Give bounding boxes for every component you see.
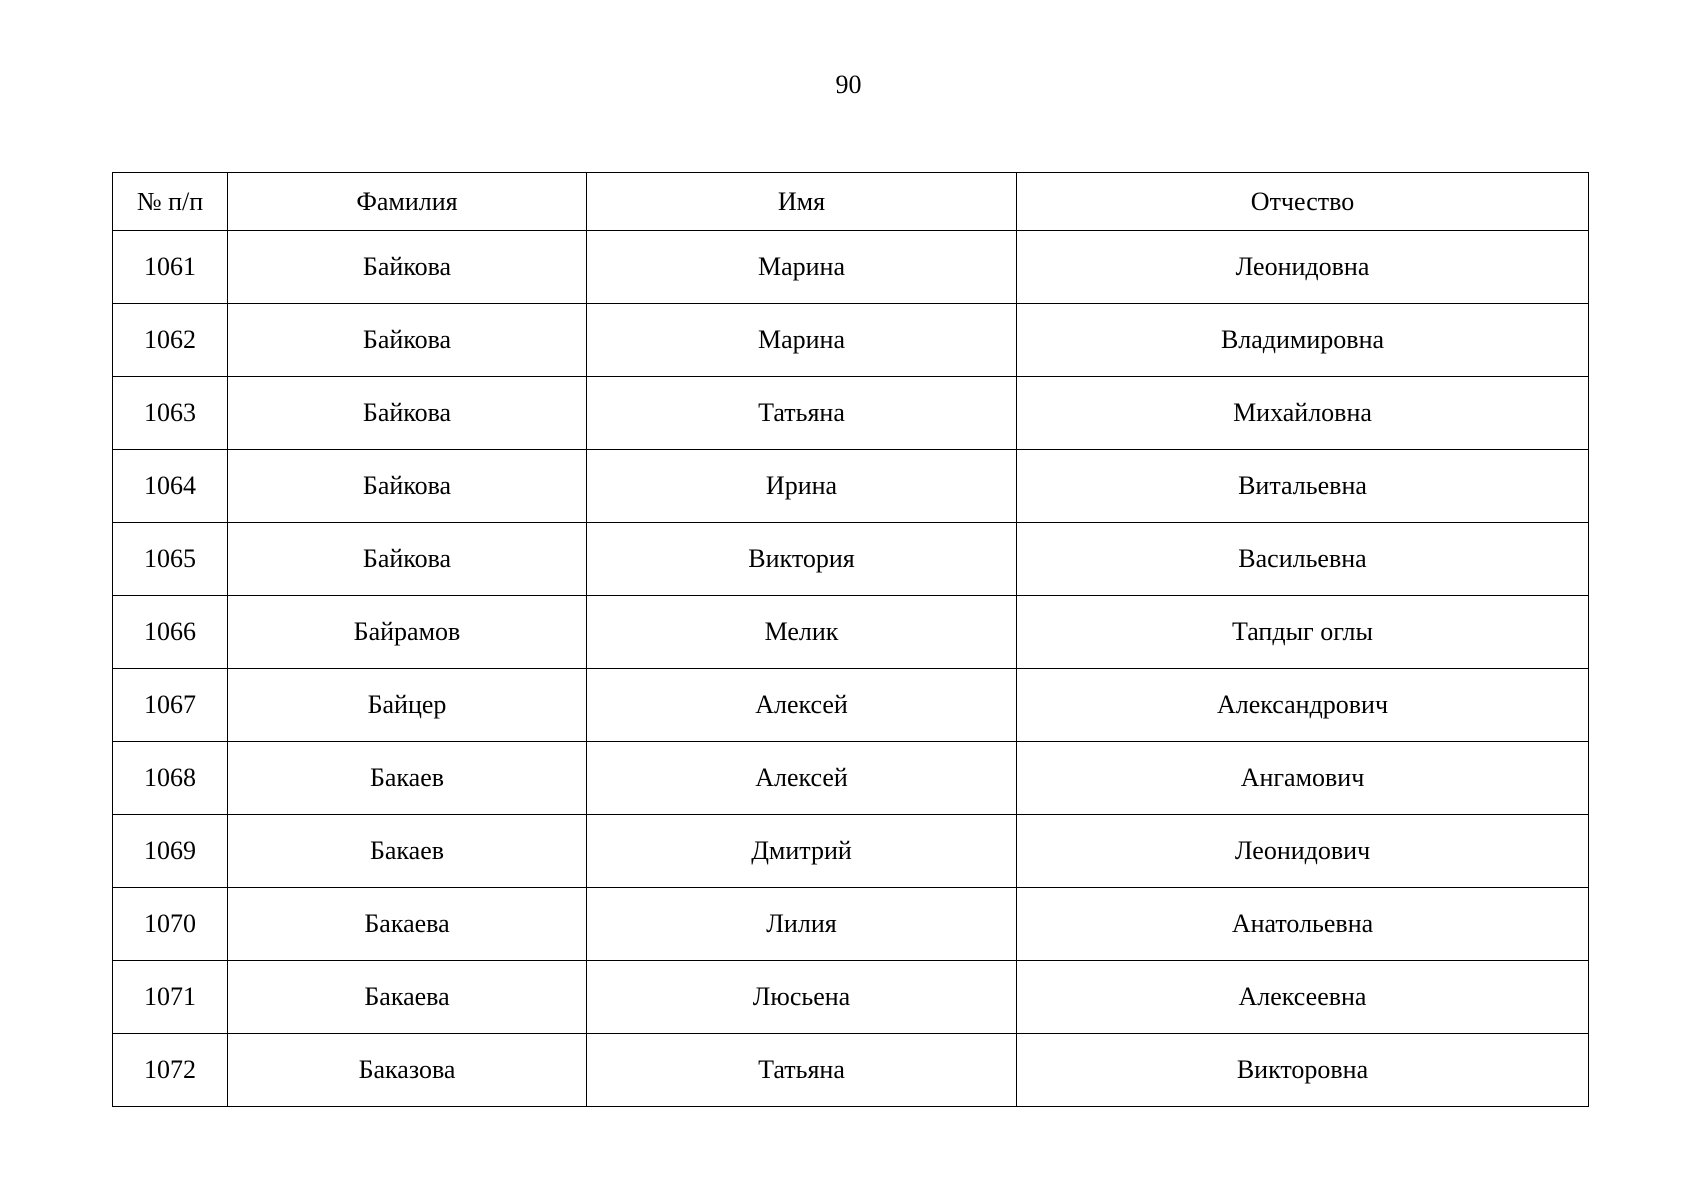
cell-patronymic: Владимировна <box>1017 304 1589 377</box>
cell-surname: Байцер <box>228 669 587 742</box>
cell-first-name: Алексей <box>587 669 1017 742</box>
header-patronymic: Отчество <box>1017 173 1589 231</box>
cell-first-name: Марина <box>587 304 1017 377</box>
cell-patronymic: Васильевна <box>1017 523 1589 596</box>
cell-surname: Бакаев <box>228 742 587 815</box>
cell-patronymic: Анатольевна <box>1017 888 1589 961</box>
cell-surname: Байкова <box>228 377 587 450</box>
cell-surname: Байкова <box>228 523 587 596</box>
cell-surname: Байрамов <box>228 596 587 669</box>
table-row <box>113 742 1589 815</box>
table-row <box>113 888 1589 961</box>
cell-first-name: Дмитрий <box>587 815 1017 888</box>
table-row <box>113 304 1589 377</box>
cell-first-name: Татьяна <box>587 377 1017 450</box>
cell-surname: Бакаев <box>228 815 587 888</box>
cell-number: 1063 <box>113 377 228 450</box>
cell-first-name: Алексей <box>587 742 1017 815</box>
cell-patronymic: Ангамович <box>1017 742 1589 815</box>
cell-first-name: Татьяна <box>587 1034 1017 1107</box>
table-row <box>113 523 1589 596</box>
cell-number: 1071 <box>113 961 228 1034</box>
cell-number: 1072 <box>113 1034 228 1107</box>
cell-surname: Бакаева <box>228 961 587 1034</box>
header-surname: Фамилия <box>228 173 587 231</box>
table-row <box>113 815 1589 888</box>
cell-first-name: Люсьена <box>587 961 1017 1034</box>
cell-patronymic: Леонидович <box>1017 815 1589 888</box>
cell-patronymic: Тапдыг оглы <box>1017 596 1589 669</box>
table-row <box>113 450 1589 523</box>
cell-first-name: Виктория <box>587 523 1017 596</box>
cell-surname: Байкова <box>228 231 587 304</box>
table-row <box>113 377 1589 450</box>
cell-number: 1069 <box>113 815 228 888</box>
cell-patronymic: Викторовна <box>1017 1034 1589 1107</box>
cell-number: 1070 <box>113 888 228 961</box>
table-row <box>113 1034 1589 1107</box>
cell-patronymic: Алексеевна <box>1017 961 1589 1034</box>
cell-number: 1068 <box>113 742 228 815</box>
cell-surname: Байкова <box>228 304 587 377</box>
cell-patronymic: Александрович <box>1017 669 1589 742</box>
cell-patronymic: Леонидовна <box>1017 231 1589 304</box>
cell-surname: Байкова <box>228 450 587 523</box>
page-number: 90 <box>835 70 862 99</box>
table-header-row <box>113 173 1589 231</box>
table-row <box>113 961 1589 1034</box>
header-first-name: Имя <box>587 173 1017 231</box>
cell-number: 1066 <box>113 596 228 669</box>
cell-number: 1064 <box>113 450 228 523</box>
table-row <box>113 231 1589 304</box>
cell-first-name: Марина <box>587 231 1017 304</box>
cell-surname: Баказова <box>228 1034 587 1107</box>
table-row <box>113 669 1589 742</box>
cell-number: 1062 <box>113 304 228 377</box>
table-row <box>113 596 1589 669</box>
cell-number: 1065 <box>113 523 228 596</box>
cell-first-name: Лилия <box>587 888 1017 961</box>
cell-number: 1067 <box>113 669 228 742</box>
cell-patronymic: Михайловна <box>1017 377 1589 450</box>
header-number: № п/п <box>113 173 228 231</box>
cell-patronymic: Витальевна <box>1017 450 1589 523</box>
cell-number: 1061 <box>113 231 228 304</box>
cell-first-name: Мелик <box>587 596 1017 669</box>
register-table <box>112 172 1589 1107</box>
cell-first-name: Ирина <box>587 450 1017 523</box>
cell-surname: Бакаева <box>228 888 587 961</box>
